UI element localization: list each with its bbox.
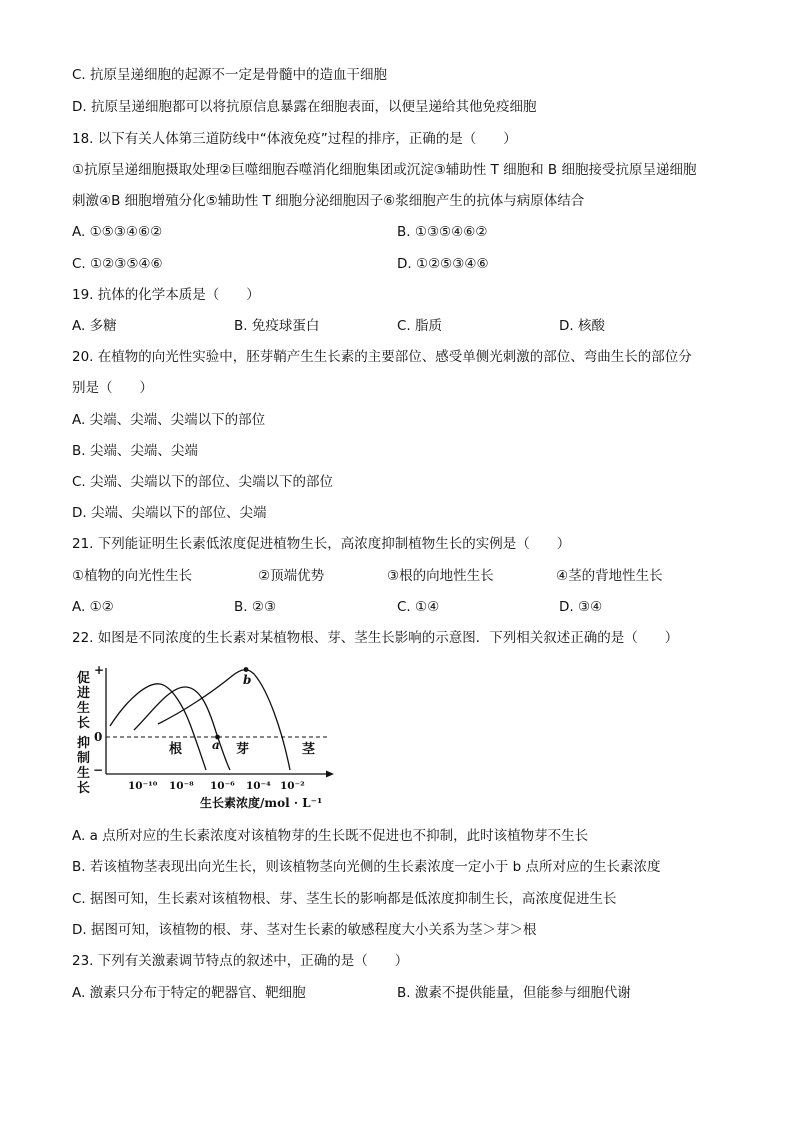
- tick-2: 10⁻⁸: [169, 780, 194, 792]
- minus-sign: −: [93, 763, 104, 777]
- q22-option-b: B. 若该植物茎表现出向光生长，则该植物茎向光侧的生长素浓度一定小于 b 点所对应的生长素浓度: [72, 859, 661, 875]
- q21-stem: 21. 下列能证明生长素低浓度促进植物生长，高浓度抑制植物生长的实例是（ ）: [72, 536, 571, 552]
- q19-option-d: D. 核酸: [559, 318, 605, 334]
- stem-label: 茎: [302, 742, 316, 757]
- y-label-bottom-4: 长: [77, 781, 91, 796]
- q18-option-b: B. ①③⑤④⑥②: [397, 224, 488, 240]
- q20-option-a: A. 尖端、尖端、尖端以下的部位: [72, 412, 266, 428]
- q19-option-c: C. 脂质: [397, 318, 443, 334]
- point-b-label: b: [243, 673, 252, 687]
- q21-item-4: ④茎的背地性生长: [556, 568, 663, 584]
- y-label-bottom-2: 制: [77, 751, 91, 766]
- q20-stem-line1: 20. 在植物的向光性实验中，胚芽鞘产生生长素的主要部位、感受单侧光刺激的部位、弯曲生长的部位分: [72, 349, 692, 365]
- q21-option-d: D. ③④: [559, 599, 603, 615]
- q21-option-c: C. ①④: [397, 599, 440, 615]
- x-axis-label: 生长素浓度/mol · L⁻¹: [200, 796, 323, 810]
- y-label-top-4: 长: [77, 716, 91, 731]
- q21-option-a: A. ①②: [72, 599, 114, 615]
- zero-label: 0: [94, 730, 103, 744]
- bud-curve: [134, 687, 230, 770]
- tick-5: 10⁻²: [280, 780, 305, 792]
- q21-option-b: B. ②③: [234, 599, 277, 615]
- y-label-top-2: 进: [77, 686, 91, 701]
- q23-stem: 23. 下列有关激素调节特点的叙述中，正确的是（ ）: [72, 953, 409, 969]
- q21-item-3: ③根的向地性生长: [387, 568, 494, 584]
- q20-stem-line2: 别是（ ）: [72, 380, 153, 396]
- plus-sign: +: [94, 663, 105, 677]
- q17-option-c: C. 抗原呈递细胞的起源不一定是骨髓中的造血干细胞: [72, 67, 388, 83]
- q19-stem: 19. 抗体的化学本质是（ ）: [72, 287, 260, 303]
- q20-option-d: D. 尖端、尖端以下的部位、尖端: [72, 505, 267, 521]
- q23-option-a: A. 激素只分布于特定的靶器官、靶细胞: [72, 985, 306, 1001]
- tick-4: 10⁻⁴: [246, 780, 271, 792]
- x-axis-arrow: [326, 771, 334, 778]
- tick-3: 10⁻⁶: [210, 780, 235, 792]
- q20-option-c: C. 尖端、尖端以下的部位、尖端以下的部位: [72, 474, 334, 490]
- root-label: 根: [169, 742, 183, 757]
- y-label-bottom-3: 生: [77, 766, 91, 781]
- q18-steps-line1: ①抗原呈递细胞摄取处理②巨噬细胞吞噬消化细胞集团或沉淀③辅助性 T 细胞和 B 细胞接受抗原呈递细胞: [72, 162, 697, 178]
- q19-option-a: A. 多糖: [72, 318, 117, 334]
- q21-item-2: ②顶端优势: [258, 568, 325, 584]
- y-label-top-1: 促: [77, 671, 91, 686]
- q22-option-c: C. 据图可知，生长素对该植物根、芽、茎生长的影响都是低浓度抑制生长，高浓度促进生长: [72, 891, 617, 907]
- q22-stem: 22. 如图是不同浓度的生长素对某植物根、芽、茎生长影响的示意图．下列相关叙述正确的是（ ）: [72, 630, 679, 646]
- q18-option-a: A. ①⑤③④⑥②: [72, 224, 163, 240]
- y-label-top-3: 生: [77, 701, 91, 716]
- q18-option-c: C. ①②③⑤④⑥: [72, 256, 163, 272]
- q21-item-1: ①植物的向光性生长: [72, 568, 193, 584]
- tick-1: 10⁻¹⁰: [128, 780, 158, 792]
- q18-option-d: D. ①②⑤③④⑥: [397, 256, 489, 272]
- q19-option-b: B. 免疫球蛋白: [234, 318, 320, 334]
- q20-option-b: B. 尖端、尖端、尖端: [72, 443, 198, 459]
- y-label-bottom-1: 抑: [77, 736, 91, 751]
- q17-option-d: D. 抗原呈递细胞都可以将抗原信息暴露在细胞表面，以便呈递给其他免疫细胞: [72, 99, 537, 115]
- point-b-dot: [244, 667, 249, 672]
- root-curve: [110, 684, 206, 770]
- q23-option-b: B. 激素不提供能量，但能参与细胞代谢: [397, 985, 631, 1001]
- q22-option-d: D. 据图可知，该植物的根、芽、茎对生长素的敏感程度大小关系为茎＞芽＞根: [72, 922, 537, 938]
- q18-steps-line2: 刺激④B 细胞增殖分化⑤辅助性 T 细胞分泌细胞因子⑥浆细胞产生的抗体与病原体结合: [72, 193, 585, 209]
- auxin-effect-figure: [72, 660, 342, 810]
- q22-option-a: A. a 点所对应的生长素浓度对该植物芽的生长既不促进也不抑制，此时该植物芽不生长: [72, 828, 589, 844]
- bud-label: 芽: [236, 742, 250, 757]
- point-a-label: a: [212, 738, 220, 752]
- q18-stem: 18. 以下有关人体第三道防线中“体液免疫”过程的排序，正确的是（ ）: [72, 131, 517, 147]
